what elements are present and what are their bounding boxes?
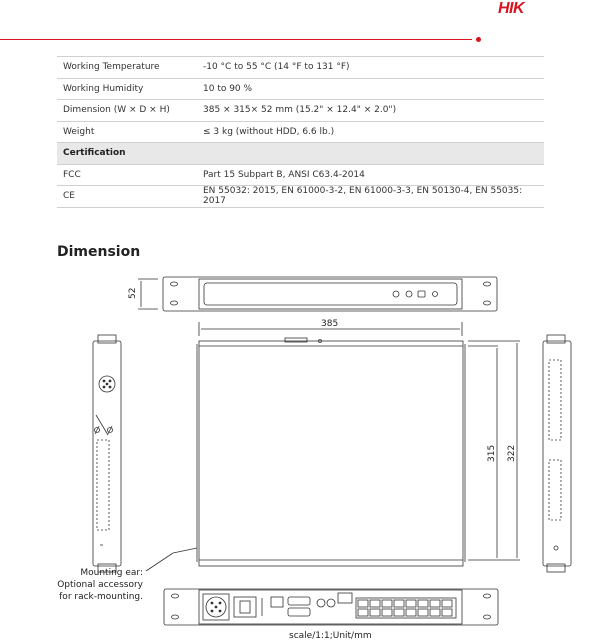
right-side-view (543, 335, 571, 572)
spec-value: 385 × 315× 52 mm (15.2" × 12.4" × 2.0") (197, 100, 544, 122)
depth-with-ears-label: 322 (507, 444, 517, 462)
dimension-title: Dimension (57, 244, 141, 260)
spec-label: FCC (57, 164, 197, 186)
top-view (197, 338, 465, 566)
rear-view (164, 589, 498, 625)
left-side-view (93, 335, 121, 572)
spec-label: Dimension (W × D × H) (57, 100, 197, 122)
height-label: 52 (128, 287, 138, 299)
spec-label: CE (57, 186, 197, 208)
note-line: Optional accessory (57, 580, 143, 590)
depth-label: 315 (487, 444, 497, 462)
scale-note: scale/1:1;Unit/mm (289, 631, 372, 641)
front-view (163, 277, 497, 311)
spec-label: Working Temperature (57, 57, 197, 79)
spec-label: Weight (57, 121, 197, 143)
mounting-ear-note (40, 567, 143, 603)
spec-label: Working Humidity (57, 78, 197, 100)
spec-value: Part 15 Subpart B, ANSI C63.4-2014 (197, 164, 544, 186)
spec-value: ≤ 3 kg (without HDD, 6.6 lb.) (197, 121, 544, 143)
spec-value: -10 °C to 55 °C (14 °F to 131 °F) (197, 57, 544, 79)
spec-value: 10 to 90 % (197, 78, 544, 100)
spec-value: EN 55032: 2015, EN 61000-3-2, EN 61000-3-3, EN 50130-4, EN 55035: 2017 (197, 186, 544, 208)
note-line: for rack-mounting. (59, 592, 143, 602)
width-label: 385 (321, 319, 339, 329)
mounting-ear-callout (146, 548, 197, 571)
note-line: Mounting ear: (80, 568, 143, 578)
height-dimension (138, 279, 158, 309)
brand-logo: HIK (498, 0, 525, 17)
section-title: Certification (57, 143, 197, 165)
